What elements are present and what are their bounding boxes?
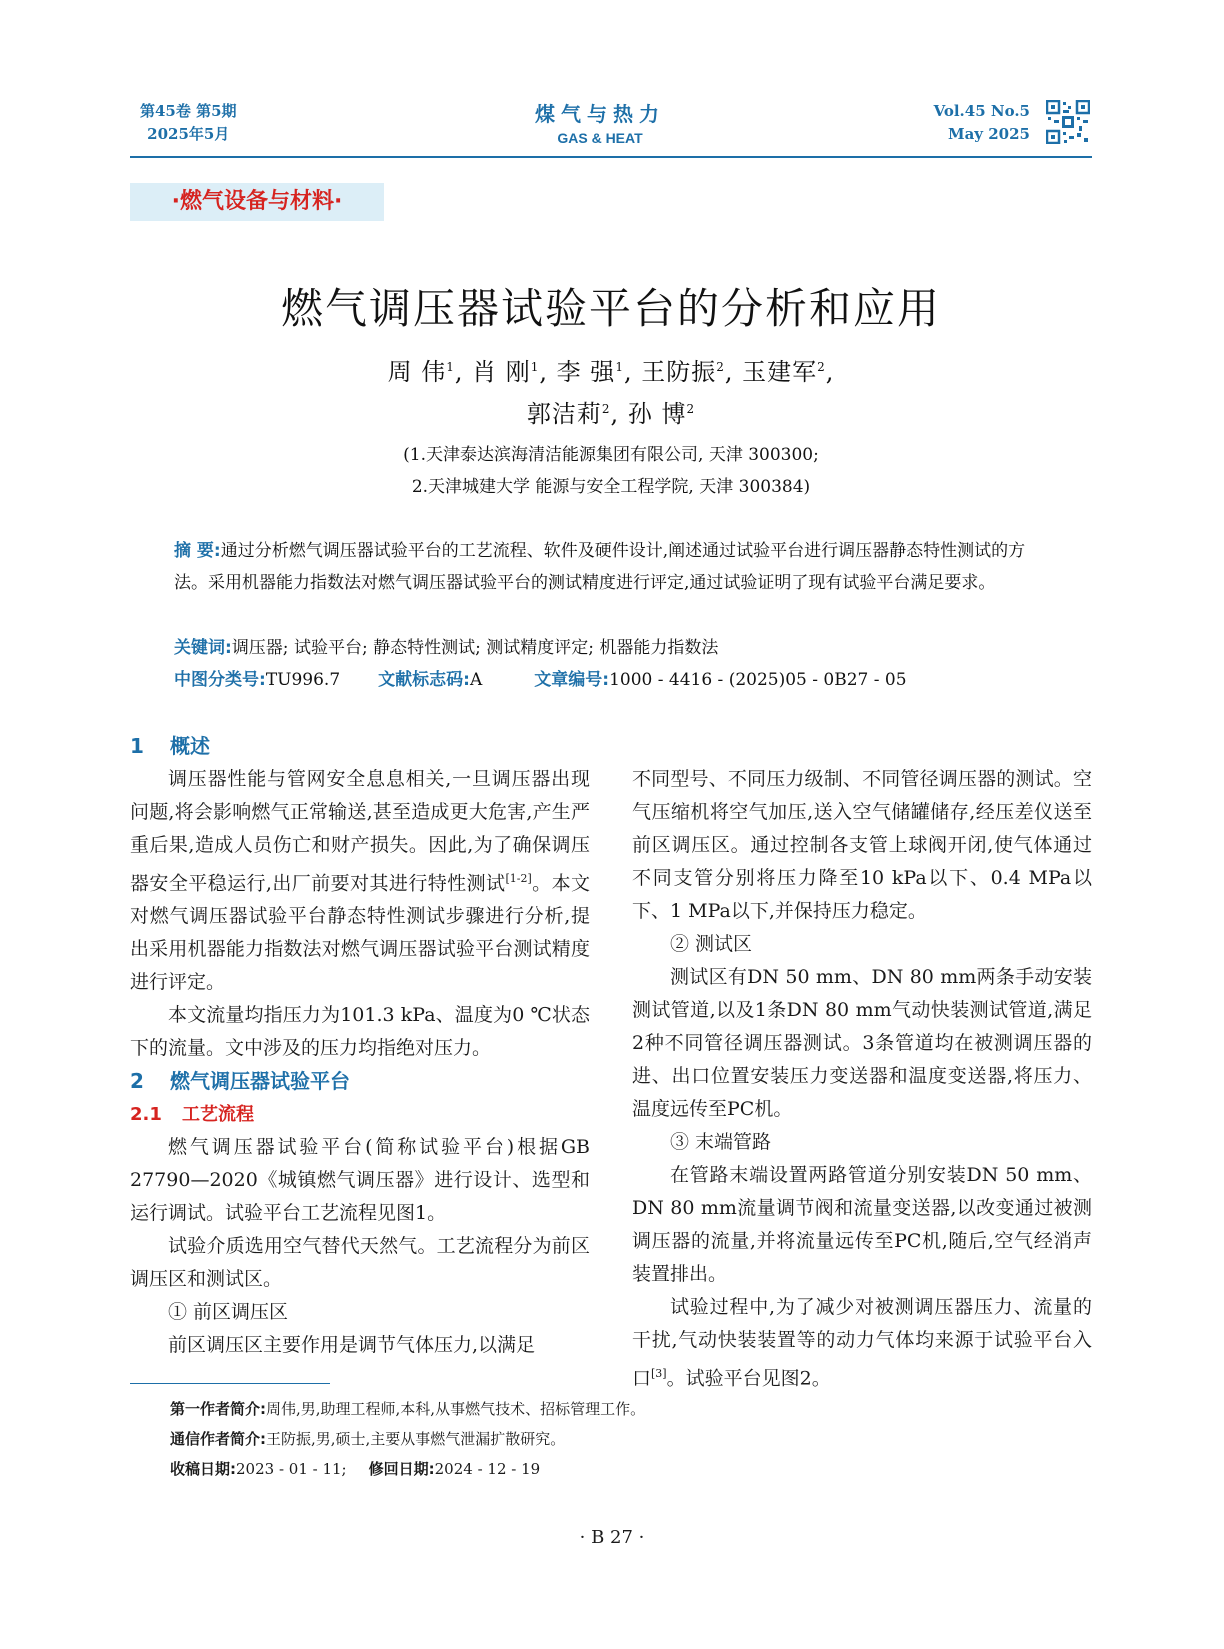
- author: 王防振: [641, 358, 717, 386]
- qr-code-icon[interactable]: [1046, 100, 1090, 144]
- paragraph-text: 调压器性能与管网安全息息相关,一旦调压器出现问题,将会影响燃气正常输送,甚至造成更大危害,产生严重后果,造成人员伤亡和财产损失。因此,为了确保调压器安全平稳运行,出厂前要对其进行特性测试: [130, 768, 590, 895]
- date-cn: 2025年5月: [147, 125, 230, 143]
- author-separator: ,: [539, 358, 557, 386]
- author: 肖 刚: [472, 358, 531, 386]
- citation[interactable]: [3]: [651, 1367, 667, 1380]
- author: 孙 博: [627, 400, 687, 428]
- abstract-label: 摘 要:: [174, 541, 221, 561]
- received-label: 收稿日期:: [170, 1460, 236, 1478]
- header-volume-en: [920, 100, 1030, 146]
- footnote-divider: [130, 1383, 330, 1384]
- author-affiliation-mark: 1: [615, 360, 624, 374]
- section-title: 概述: [170, 734, 210, 758]
- author-affiliation-mark: 2: [817, 360, 826, 374]
- paragraph-text: 。试验平台见图2。: [666, 1367, 831, 1390]
- subsection-title: 工艺流程: [182, 1104, 254, 1126]
- abstract-text: 通过分析燃气调压器试验平台的工艺流程、软件及硬件设计,阐述通过试验平台进行调压器静态特性测试的方法。采用机器能力指数法对燃气调压器试验平台的测试精度进行评定,通过试验证明了现有试验平台满足要求。: [174, 541, 1026, 593]
- affiliation-2: 2.天津城建大学 能源与安全工程学院, 天津 300384): [411, 477, 811, 497]
- classification: [174, 664, 1050, 696]
- affiliation-1: (1.天津泰达滨海清洁能源集团有限公司, 天津 300300;: [403, 445, 819, 465]
- author-affiliation-mark: 2: [716, 360, 725, 374]
- author-line-2: [130, 394, 1092, 429]
- doc-code-label: 文献标志码:: [378, 670, 470, 690]
- keywords-text: 调压器; 试验平台; 静态特性测试; 测试精度评定; 机器能力指数法: [231, 638, 719, 658]
- date-en: May 2025: [947, 125, 1030, 143]
- section-tag: ·燃气设备与材料·: [130, 183, 384, 221]
- paragraph: 前区调压区主要作用是调节气体压力,以满足: [168, 1334, 536, 1357]
- author-line-1: [130, 352, 1092, 387]
- author-separator: ,: [454, 358, 473, 386]
- abstract: [174, 535, 1050, 599]
- article-number-value: 1000 - 4416 - (2025)05 - 0B27 - 05: [609, 670, 907, 690]
- journal-name-cn: 煤气与热力: [535, 102, 665, 126]
- keywords-label: 关键词:: [174, 638, 232, 658]
- author-affiliation-mark: 1: [530, 360, 540, 374]
- paragraph: 本文流量均指压力为101.3 kPa、温度为0 ℃状态下的流量。文中涉及的压力均指绝对压力。: [130, 1004, 590, 1060]
- footnote-dates: [170, 1458, 540, 1479]
- author: 李 强: [556, 358, 616, 386]
- author-affiliation-mark: 1: [446, 360, 455, 374]
- author: 玉建军: [742, 358, 818, 386]
- footnote-corresponding-author: [170, 1428, 565, 1449]
- header-divider: [130, 156, 1092, 158]
- footnote-first-author: [170, 1398, 645, 1419]
- paragraph-text: 试验过程中,为了减少对被测调压器压力、流量的干扰,气动快装装置等的动力气体均来源于试验平台入口: [632, 1296, 1092, 1390]
- section-heading-2: [130, 1065, 590, 1098]
- subsection-heading-2-1: [130, 1098, 590, 1131]
- paragraph: [632, 1291, 1092, 1395]
- clc-label: 中图分类号:: [174, 670, 266, 690]
- footnote-text: 王防振,男,硕士,主要从事燃气泄漏扩散研究。: [266, 1430, 566, 1448]
- paragraph: 燃气调压器试验平台(简称试验平台)根据GB 27790—2020《城镇燃气调压器》进行设计、选型和运行调试。试验平台工艺流程见图1。: [130, 1136, 590, 1225]
- author: 周 伟: [387, 358, 447, 386]
- header-volume-issue: [140, 100, 237, 146]
- footnote-label: 通信作者简介:: [170, 1430, 266, 1448]
- volume-issue-en: Vol.45 No.5: [933, 102, 1030, 120]
- paragraph: 在管路末端设置两路管道分别安装DN 50 mm、DN 80 mm流量调节阀和流量变送器,以改变通过被测调压器的流量,并将流量远传至PC机,随后,空气经消声装置排出。: [632, 1164, 1092, 1285]
- journal-name: [480, 98, 720, 146]
- paragraph: 试验介质选用空气替代天然气。工艺流程分为前区调压区和测试区。: [130, 1235, 590, 1291]
- doc-code-value: A: [469, 670, 483, 690]
- list-item: ③ 末端管路: [670, 1131, 772, 1153]
- section-title: 燃气调压器试验平台: [170, 1069, 350, 1094]
- keywords: [174, 632, 1050, 664]
- revised-date: 2024 - 12 - 19: [434, 1460, 541, 1478]
- subsection-number: 2.1: [130, 1104, 162, 1126]
- footnote-label: 第一作者简介:: [170, 1400, 266, 1418]
- left-column: [130, 730, 590, 1362]
- author: 郭洁莉: [526, 400, 602, 428]
- author-affiliation-mark: 2: [686, 402, 696, 416]
- section-heading-1: [130, 730, 590, 763]
- author-separator: ,: [610, 400, 628, 428]
- section-number: 1: [130, 734, 144, 758]
- author-separator: ,: [623, 358, 642, 386]
- paragraph: 测试区有DN 50 mm、DN 80 mm两条手动安装测试管道,以及1条DN 80 mm气动快装测试管道,满足2种不同管径调压器测试。3条管道均在被测调压器的进、出口位置安装压力变送器和温度变送器,将压力、温度远传至PC机。: [632, 966, 1092, 1120]
- author-separator: ,: [724, 358, 743, 386]
- paragraph: [130, 763, 590, 999]
- right-column: [632, 763, 1092, 1395]
- author-separator: ,: [825, 358, 835, 386]
- footnote-text: 周伟,男,助理工程师,本科,从事燃气技术、招标管理工作。: [266, 1400, 646, 1418]
- author-affiliation-mark: 2: [601, 402, 611, 416]
- paragraph: 不同型号、不同压力级制、不同管径调压器的测试。空气压缩机将空气加压,送入空气储罐储存,经压差仪送至前区调压区。通过控制各支管上球阀开闭,使气体通过不同支管分别将压力降至10 kPa以下、0.4 MPa以下、1 MPa以下,并保持压力稳定。: [632, 768, 1092, 922]
- volume-issue-cn: 第45卷 第5期: [140, 102, 237, 120]
- received-date: 2023 - 01 - 11;: [236, 1460, 347, 1478]
- article-title: 燃气调压器试验平台的分析和应用: [280, 284, 941, 333]
- clc-value: TU996.7: [265, 670, 341, 690]
- revised-label: 修回日期:: [368, 1460, 435, 1478]
- page-number: · B 27 ·: [579, 1527, 645, 1548]
- list-item: ② 测试区: [670, 933, 753, 955]
- section-number: 2: [130, 1069, 144, 1094]
- citation[interactable]: [1-2]: [505, 872, 532, 885]
- list-item: ① 前区调压区: [168, 1301, 289, 1324]
- paragraph-text: 。本文对燃气调压器试验平台静态特性测试步骤进行分析,提出采用机器能力指数法对燃气调压器试验平台测试精度进行评定。: [130, 872, 590, 994]
- journal-name-en: GAS & HEAT: [557, 130, 643, 146]
- article-number-label: 文章编号:: [534, 670, 610, 690]
